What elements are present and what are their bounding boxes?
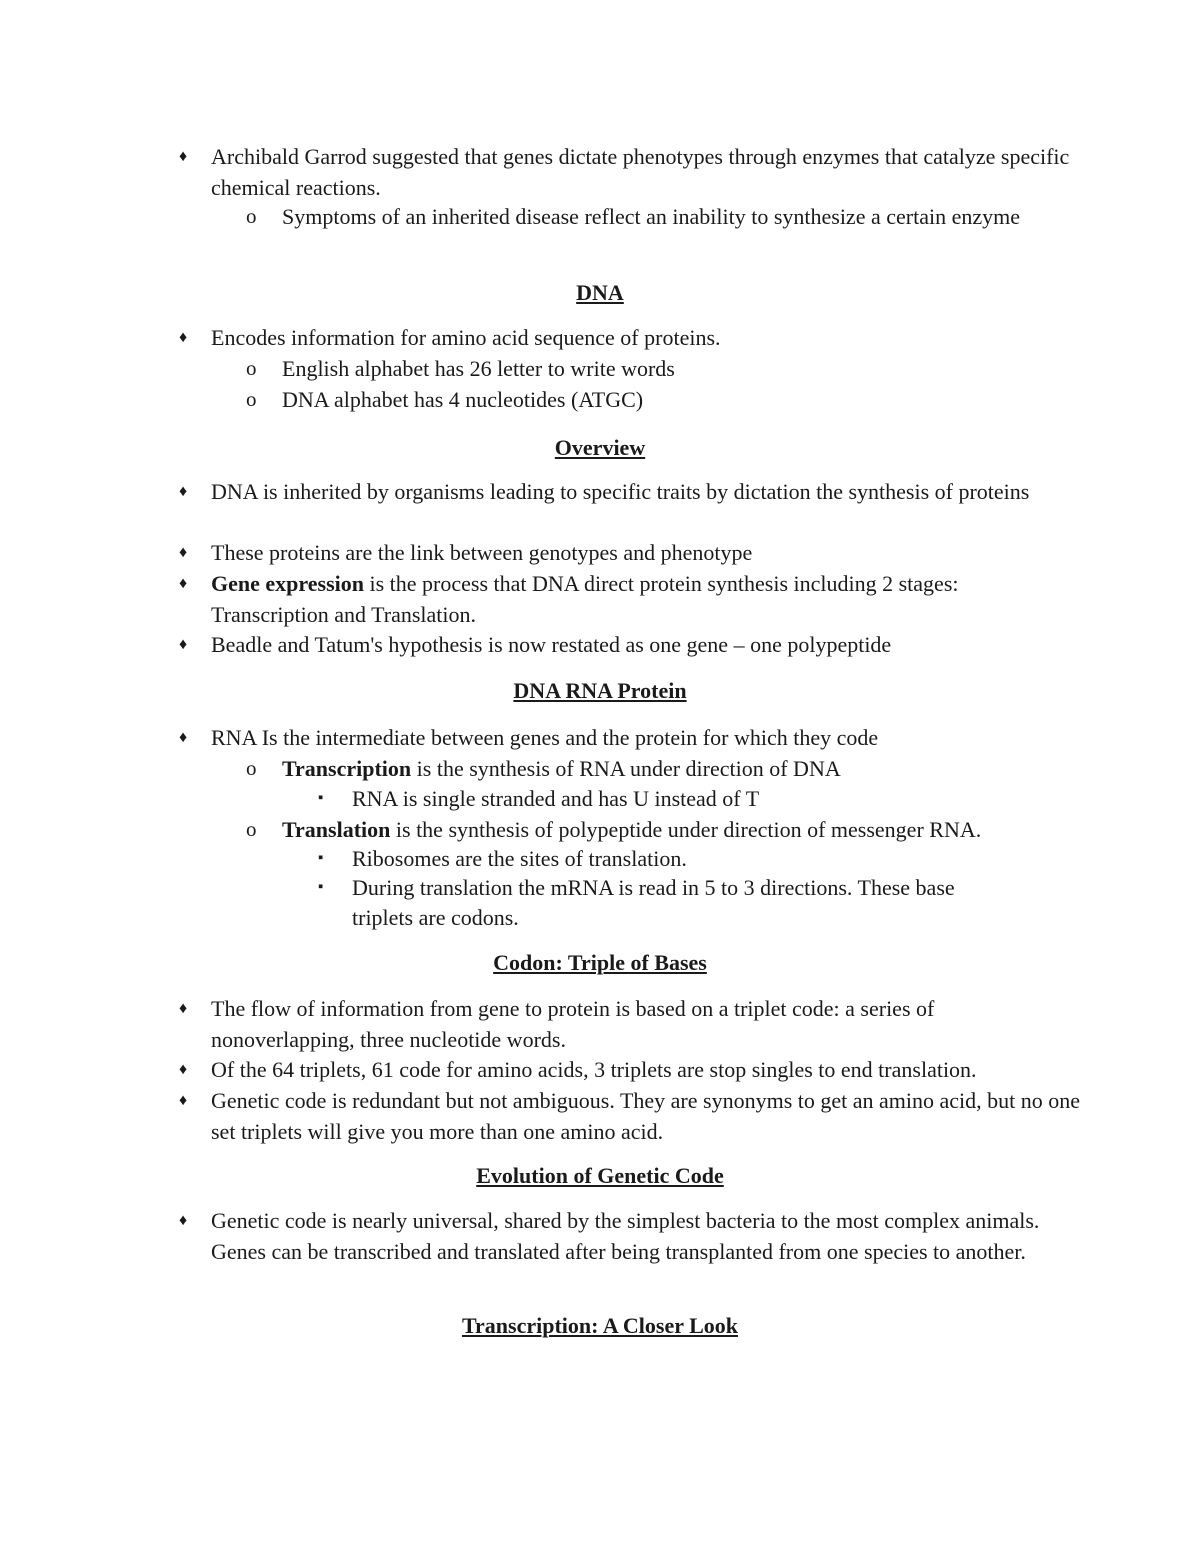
list-item-text: These proteins are the link between genotypes and phenotype xyxy=(211,540,753,565)
section-heading-overview: Overview xyxy=(554,435,646,460)
diamond-bullet-icon: ♦ xyxy=(179,1061,188,1078)
sub-list-item-text: English alphabet has 26 letter to write words xyxy=(282,356,675,381)
square-bullet-icon: ▪ xyxy=(318,790,324,806)
section-heading-dna: DNA xyxy=(576,280,624,305)
sub-sub-list-item-text: During translation the mRNA is read in 5 to 3 directions. These base triplets are codons. xyxy=(352,875,955,930)
list-item xyxy=(179,722,1081,753)
section-heading-codon: Codon: Triple of Bases xyxy=(493,950,707,975)
sub-list-item-text: is the synthesis of RNA under direction of DNA xyxy=(411,756,841,781)
diamond-bullet-icon: ♦ xyxy=(179,1212,188,1229)
square-bullet-icon: ▪ xyxy=(318,879,324,895)
list-item xyxy=(179,629,1081,660)
list-item xyxy=(179,141,1081,203)
list-item xyxy=(179,1085,1081,1147)
sub-sub-list-item xyxy=(318,873,1012,933)
sub-sub-list-item xyxy=(318,784,1052,814)
circle-bullet-icon: o xyxy=(246,756,257,780)
sub-list-item-text: Symptoms of an inherited disease reflect an inability to synthesize a certain enzyme xyxy=(282,204,1020,229)
section-heading-transcription: Transcription: A Closer Look xyxy=(461,1313,739,1338)
list-item-text: Archibald Garrod suggested that genes dictate phenotypes through enzymes that catalyze specific chemical reactions. xyxy=(211,144,1070,200)
bold-term: Gene expression xyxy=(211,571,364,596)
circle-bullet-icon: o xyxy=(246,356,257,380)
section-heading-dna-rna-protein: DNA RNA Protein xyxy=(513,678,687,703)
list-item xyxy=(179,322,1081,353)
diamond-bullet-icon: ♦ xyxy=(179,575,188,592)
list-item xyxy=(179,1205,1081,1267)
list-item xyxy=(179,1054,1081,1085)
circle-bullet-icon: o xyxy=(246,817,257,841)
list-item xyxy=(179,993,1081,1055)
list-item-text: Encodes information for amino acid sequence of proteins. xyxy=(211,325,721,350)
diamond-bullet-icon: ♦ xyxy=(179,148,188,165)
sub-list-item-text: is the synthesis of polypeptide under direction of messenger RNA. xyxy=(390,817,982,842)
sub-list-item xyxy=(246,353,1062,384)
list-item xyxy=(179,476,1081,507)
sub-list-item-text: DNA alphabet has 4 nucleotides (ATGC) xyxy=(282,387,644,412)
list-item-text: is the process that DNA direct protein synthesis including 2 stages: Transcription and Translation. xyxy=(211,571,959,627)
sub-list-item xyxy=(246,201,1062,232)
circle-bullet-icon: o xyxy=(246,387,257,411)
list-item xyxy=(179,568,1081,630)
sub-list-item xyxy=(246,384,1062,415)
square-bullet-icon: ▪ xyxy=(318,850,324,866)
diamond-bullet-icon: ♦ xyxy=(179,544,188,561)
diamond-bullet-icon: ♦ xyxy=(179,729,188,746)
bold-term: Transcription xyxy=(282,756,412,781)
list-item-text: The flow of information from gene to protein is based on a triplet code: a series of nonoverlapping, three nucleotide words. xyxy=(211,996,935,1052)
circle-bullet-icon: o xyxy=(246,204,257,228)
diamond-bullet-icon: ♦ xyxy=(179,329,188,346)
list-item-text: Of the 64 triplets, 61 code for amino acids, 3 triplets are stop singles to end translation. xyxy=(211,1057,977,1082)
list-item-text: Genetic code is redundant but not ambiguous. They are synonyms to get an amino acid, but no one set triplets will give you more than one amino acid. xyxy=(211,1088,1081,1144)
bold-term: Translation xyxy=(282,817,391,842)
list-item-text: Beadle and Tatum's hypothesis is now restated as one gene – one polypeptide xyxy=(211,632,892,657)
sub-list-item xyxy=(246,753,1062,784)
sub-sub-list-item-text: Ribosomes are the sites of translation. xyxy=(352,846,687,871)
sub-sub-list-item-text: RNA is single stranded and has U instead of T xyxy=(352,786,760,811)
list-item xyxy=(179,537,1081,568)
diamond-bullet-icon: ♦ xyxy=(179,483,188,500)
diamond-bullet-icon: ♦ xyxy=(179,1092,188,1109)
diamond-bullet-icon: ♦ xyxy=(179,636,188,653)
list-item-text: DNA is inherited by organisms leading to specific traits by dictation the synthesis of proteins xyxy=(211,479,1030,504)
list-item-text: RNA Is the intermediate between genes and the protein for which they code xyxy=(211,725,879,750)
list-item-text: Genetic code is nearly universal, shared by the simplest bacteria to the most complex animals. Genes can be transcribed and translated after being transplanted from one species to another. xyxy=(211,1208,1040,1264)
sub-sub-list-item xyxy=(318,844,1052,874)
section-heading-evolution: Evolution of Genetic Code xyxy=(476,1163,724,1188)
diamond-bullet-icon: ♦ xyxy=(179,1000,188,1017)
sub-list-item xyxy=(246,814,1062,845)
